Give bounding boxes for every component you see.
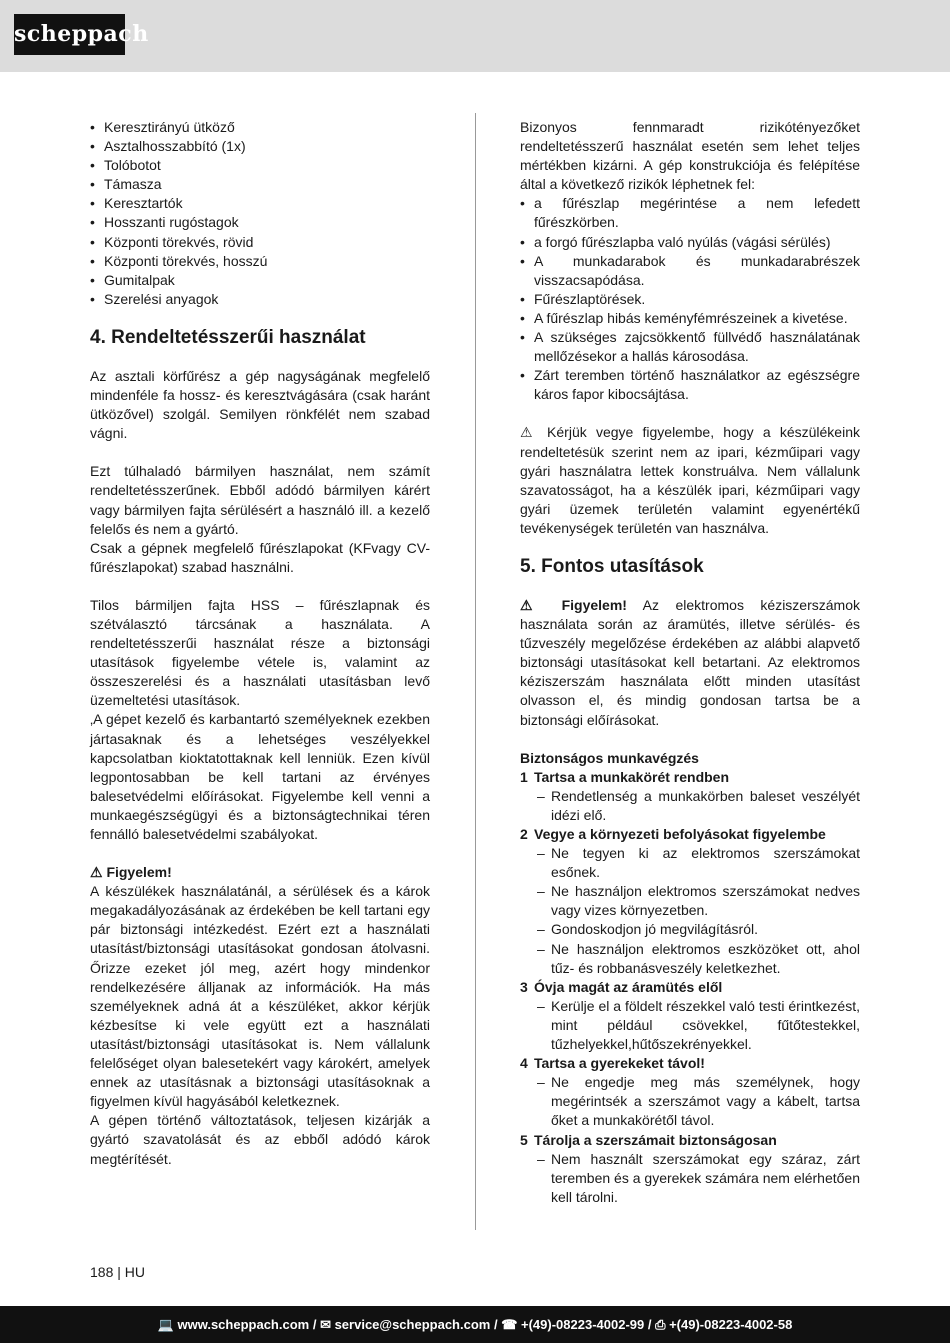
paragraph: A készülékek használatánál, a sérülések és a károk megakadályozásának az érdekében be kell tartani egy pár biztonsági intézkedést. Ezért ezt a használati utasítást/biztonsági utasításokat gondosan átolvasni. Őrizze ezeket jól meg, azért hogy mindenkor rendelkezésére álljanak az információk. Ha más személyeknek adná át a készüléket, akkor kérjük kézbesítse ki vele együtt ezt a használati utasítást/biztonsági utasításokat is. Nem vállalunk felelőséget olyan balesetekért vagy károkért, amelyek ennek az utasításnak a biztonsági utasításoknak a figyelmen kívül hagyásából keletkeznek. bbox=[90, 883, 430, 1110]
list-item: • Központi törekvés, hosszú bbox=[90, 252, 430, 271]
section-5-heading: 5. Fontos utasítások bbox=[520, 555, 704, 577]
risk-item: • a forgó fűrészlapba való nyúlás (vágási sérülés) bbox=[520, 233, 860, 252]
parts-list bbox=[90, 118, 430, 309]
safety-item-title-text: Óvja magát az áramütés elől bbox=[534, 978, 723, 995]
safety-subitem: – Ne használjon elektromos szerszámokat nedves vagy vizes környezetben. bbox=[520, 882, 860, 920]
safety-subitem: – Rendetlenség a munkakörben baleset veszélyét idézi elő. bbox=[520, 787, 860, 825]
page-header bbox=[0, 0, 950, 72]
safety-item-number: 2 bbox=[520, 826, 528, 842]
list-item: • Tolóbotot bbox=[90, 156, 430, 175]
footer-phone: +(49)-08223-4002-99 bbox=[521, 1317, 645, 1332]
safety-item-number: 3 bbox=[520, 978, 528, 995]
page-language: HU bbox=[124, 1264, 146, 1280]
page-number-value: 188 bbox=[90, 1264, 114, 1280]
footer-web: www.scheppach.com bbox=[177, 1317, 310, 1332]
paragraph: Bizonyos fennmaradt rizikótényezőket rendeltetésszerű használat esetén sem lehet teljes mértékben kizárni. A gép konstrukciója és felépítése által a következő rizikók léphetnek fel: bbox=[520, 119, 860, 193]
safety-item-number: 1 bbox=[520, 768, 528, 785]
safety-item-title bbox=[520, 978, 860, 997]
safety-item-title bbox=[520, 825, 860, 844]
list-item: • Gumitalpak bbox=[90, 271, 430, 290]
risk-item: • a fűrészlap megérintése a nem lefedett fűrészkörben. bbox=[520, 194, 860, 232]
safety-item-title-text: Tárolja a szerszámait biztonságosan bbox=[534, 1131, 777, 1148]
warning-text: Az elektromos kéziszerszámok használata során az áramütés, illetve sérülés- és tűzveszély megelőzése érdekében az alábbi alapvető biztonsági utasításokat kell betartani. Az elektromos kéziszerszám használata előtt minden utasítást olvasson el, és mindig gondosan tartsa be a biztonsági előírásokat. bbox=[520, 596, 860, 728]
safety-item-title-text: Tartsa a gyerekeket távol! bbox=[534, 1055, 705, 1072]
page-number: 188 | HU bbox=[90, 1264, 146, 1280]
section-4-heading: 4. Rendeltetésszerűi használat bbox=[90, 326, 366, 348]
mail-icon: ✉ bbox=[320, 1317, 335, 1332]
list-item: • Szerelési anyagok bbox=[90, 290, 430, 309]
paragraph: Csak a gépnek megfelelő fűrészlapokat (KFvagy CV-fűrészlapokat) szabad használni. bbox=[90, 539, 430, 575]
safety-item-title-text: Tartsa a munkakörét rendben bbox=[534, 768, 730, 785]
safety-item-title bbox=[520, 1054, 860, 1073]
warning-title: ⚠ Figyelem! bbox=[90, 864, 172, 881]
safety-item-title bbox=[520, 768, 860, 787]
risk-item: • A szükséges zajcsökkentő füllvédő használatának mellőzésekor a hallás károsodása. bbox=[520, 328, 860, 366]
safety-item-title-text: Vegye a környezeti befolyásokat figyelembe bbox=[534, 826, 826, 842]
paragraph: ‚A gépet kezelő és karbantartó személyeknek ezekben jártasaknak és a lehetséges veszélyekkel kapcsolatban kioktatottaknak kell lenniük. Ezen kívül legpontosabban be kell tartani az érvényes balesetvédelmi előírásokat. Figyelembe kell venni a munkaegészségügyi és a biztonságtechnikai téren fennálló balesetvédelmi szabályokat. bbox=[90, 711, 430, 842]
paragraph bbox=[520, 596, 860, 730]
risk-item: • Zárt teremben történő használatkor az egészségre káros fapor kibocsájtása. bbox=[520, 366, 860, 404]
paragraph: Tilos bármiljen fajta HSS – fűrészlapnak és szétválasztó tárcsának a használata. A rendeltetésszerűi használat része a biztonsági utasítások figyelembe vétele is, valamint az összeszerelési és a használati utasításban levő üzemeltetési utasítások. bbox=[90, 596, 430, 709]
risk-item: • A munkadarabok és munkadarabrészek visszacsapódása. bbox=[520, 252, 860, 290]
safety-subitem: – Nem használt szerszámokat egy száraz, zárt teremben és a gyerekek számára nem elérhetően kell tárolni. bbox=[520, 1150, 860, 1207]
page-footer: 💻 www.scheppach.com / ✉ service@scheppach.com / ☎ +(49)-08223-4002-99 / ⎙ +(49)-08223-4002-58 bbox=[0, 1306, 950, 1343]
left-column bbox=[90, 118, 430, 1169]
computer-icon: 💻 bbox=[157, 1317, 178, 1332]
fax-icon: ⎙ bbox=[655, 1317, 670, 1332]
list-item: • Keresztartók bbox=[90, 194, 430, 213]
list-item: • Hosszanti rugóstagok bbox=[90, 213, 430, 232]
safety-subitem: – Kerülje el a földelt részekkel való testi érintkezést, mint például csövekkel, fűtőtestekkel, tűzhelyekkel,hűtőszekrényekkel. bbox=[520, 997, 860, 1054]
warning-label: ⚠ Figyelem! bbox=[520, 596, 627, 613]
list-item: • Központi törekvés, rövid bbox=[90, 233, 430, 252]
paragraph: A gépen történő változtatások, teljesen kizárják a gyártó szavatolását és az ebből adódó károk megtérítését. bbox=[90, 1112, 430, 1167]
paragraph: Ezt túlhaladó bármilyen használat, nem számít rendeltetésszerűnek. Ebből adódó bármilyen kárért vagy bármilyen fajta sérülésért a használó ill. a kezelő felelős és nem a gyártó. bbox=[90, 463, 430, 537]
safety-list bbox=[520, 768, 860, 1207]
list-item: • Támasza bbox=[90, 175, 430, 194]
phone-icon: ☎ bbox=[501, 1317, 521, 1332]
safety-item-number: 4 bbox=[520, 1055, 528, 1072]
safety-title: Biztonságos munkavégzés bbox=[520, 749, 699, 766]
risk-item: • A fűrészlap hibás keményfémrészeinek a kivetése. bbox=[520, 309, 860, 328]
risk-list bbox=[520, 194, 860, 404]
safety-subitem: – Ne tegyen ki az elektromos szerszámokat esőnek. bbox=[520, 844, 860, 882]
safety-item-title bbox=[520, 1131, 860, 1150]
list-item: • Asztalhosszabbító (1x) bbox=[90, 137, 430, 156]
safety-subitem: – Ne engedje meg más személynek, hogy megérintsék a szerszámot vagy a kábelt, tartsa őket a munkakörétől távol. bbox=[520, 1073, 860, 1130]
paragraph: Az asztali körfűrész a gép nagyságának megfelelő mindenféle fa hossz- és keresztvágására (csak haránt ütközővel) szolgál. Semilyen rönkfélét nem szabad vágni. bbox=[90, 367, 430, 442]
risk-item: • Fűrészlaptörések. bbox=[520, 290, 860, 309]
brand-logo: scheppach bbox=[14, 14, 125, 55]
footer-email: service@scheppach.com bbox=[334, 1317, 491, 1332]
safety-subitem: – Ne használjon elektromos eszközöket ott, ahol tűz- és robbanásveszély keletkezhet. bbox=[520, 940, 860, 978]
footer-fax: +(49)-08223-4002-58 bbox=[669, 1317, 793, 1332]
column-divider bbox=[475, 113, 476, 1230]
notice-paragraph: ⚠ Kérjük vegye figyelembe, hogy a készülékeink rendeltetésük szerint nem az ipari, kézműipari vagy gyári használatra lettek konstruálva. Nem vállalunk szavatosságot, ha a készülék ipari, kézműipari vagy gyári üzemek területén valamint egyenértékű tevékenységek területén van használva. bbox=[520, 424, 860, 536]
right-column bbox=[520, 118, 860, 1207]
list-item: • Keresztirányú ütköző bbox=[90, 118, 430, 137]
safety-item-number: 5 bbox=[520, 1131, 528, 1148]
safety-subitem: – Gondoskodjon jó megvilágításról. bbox=[520, 920, 860, 939]
